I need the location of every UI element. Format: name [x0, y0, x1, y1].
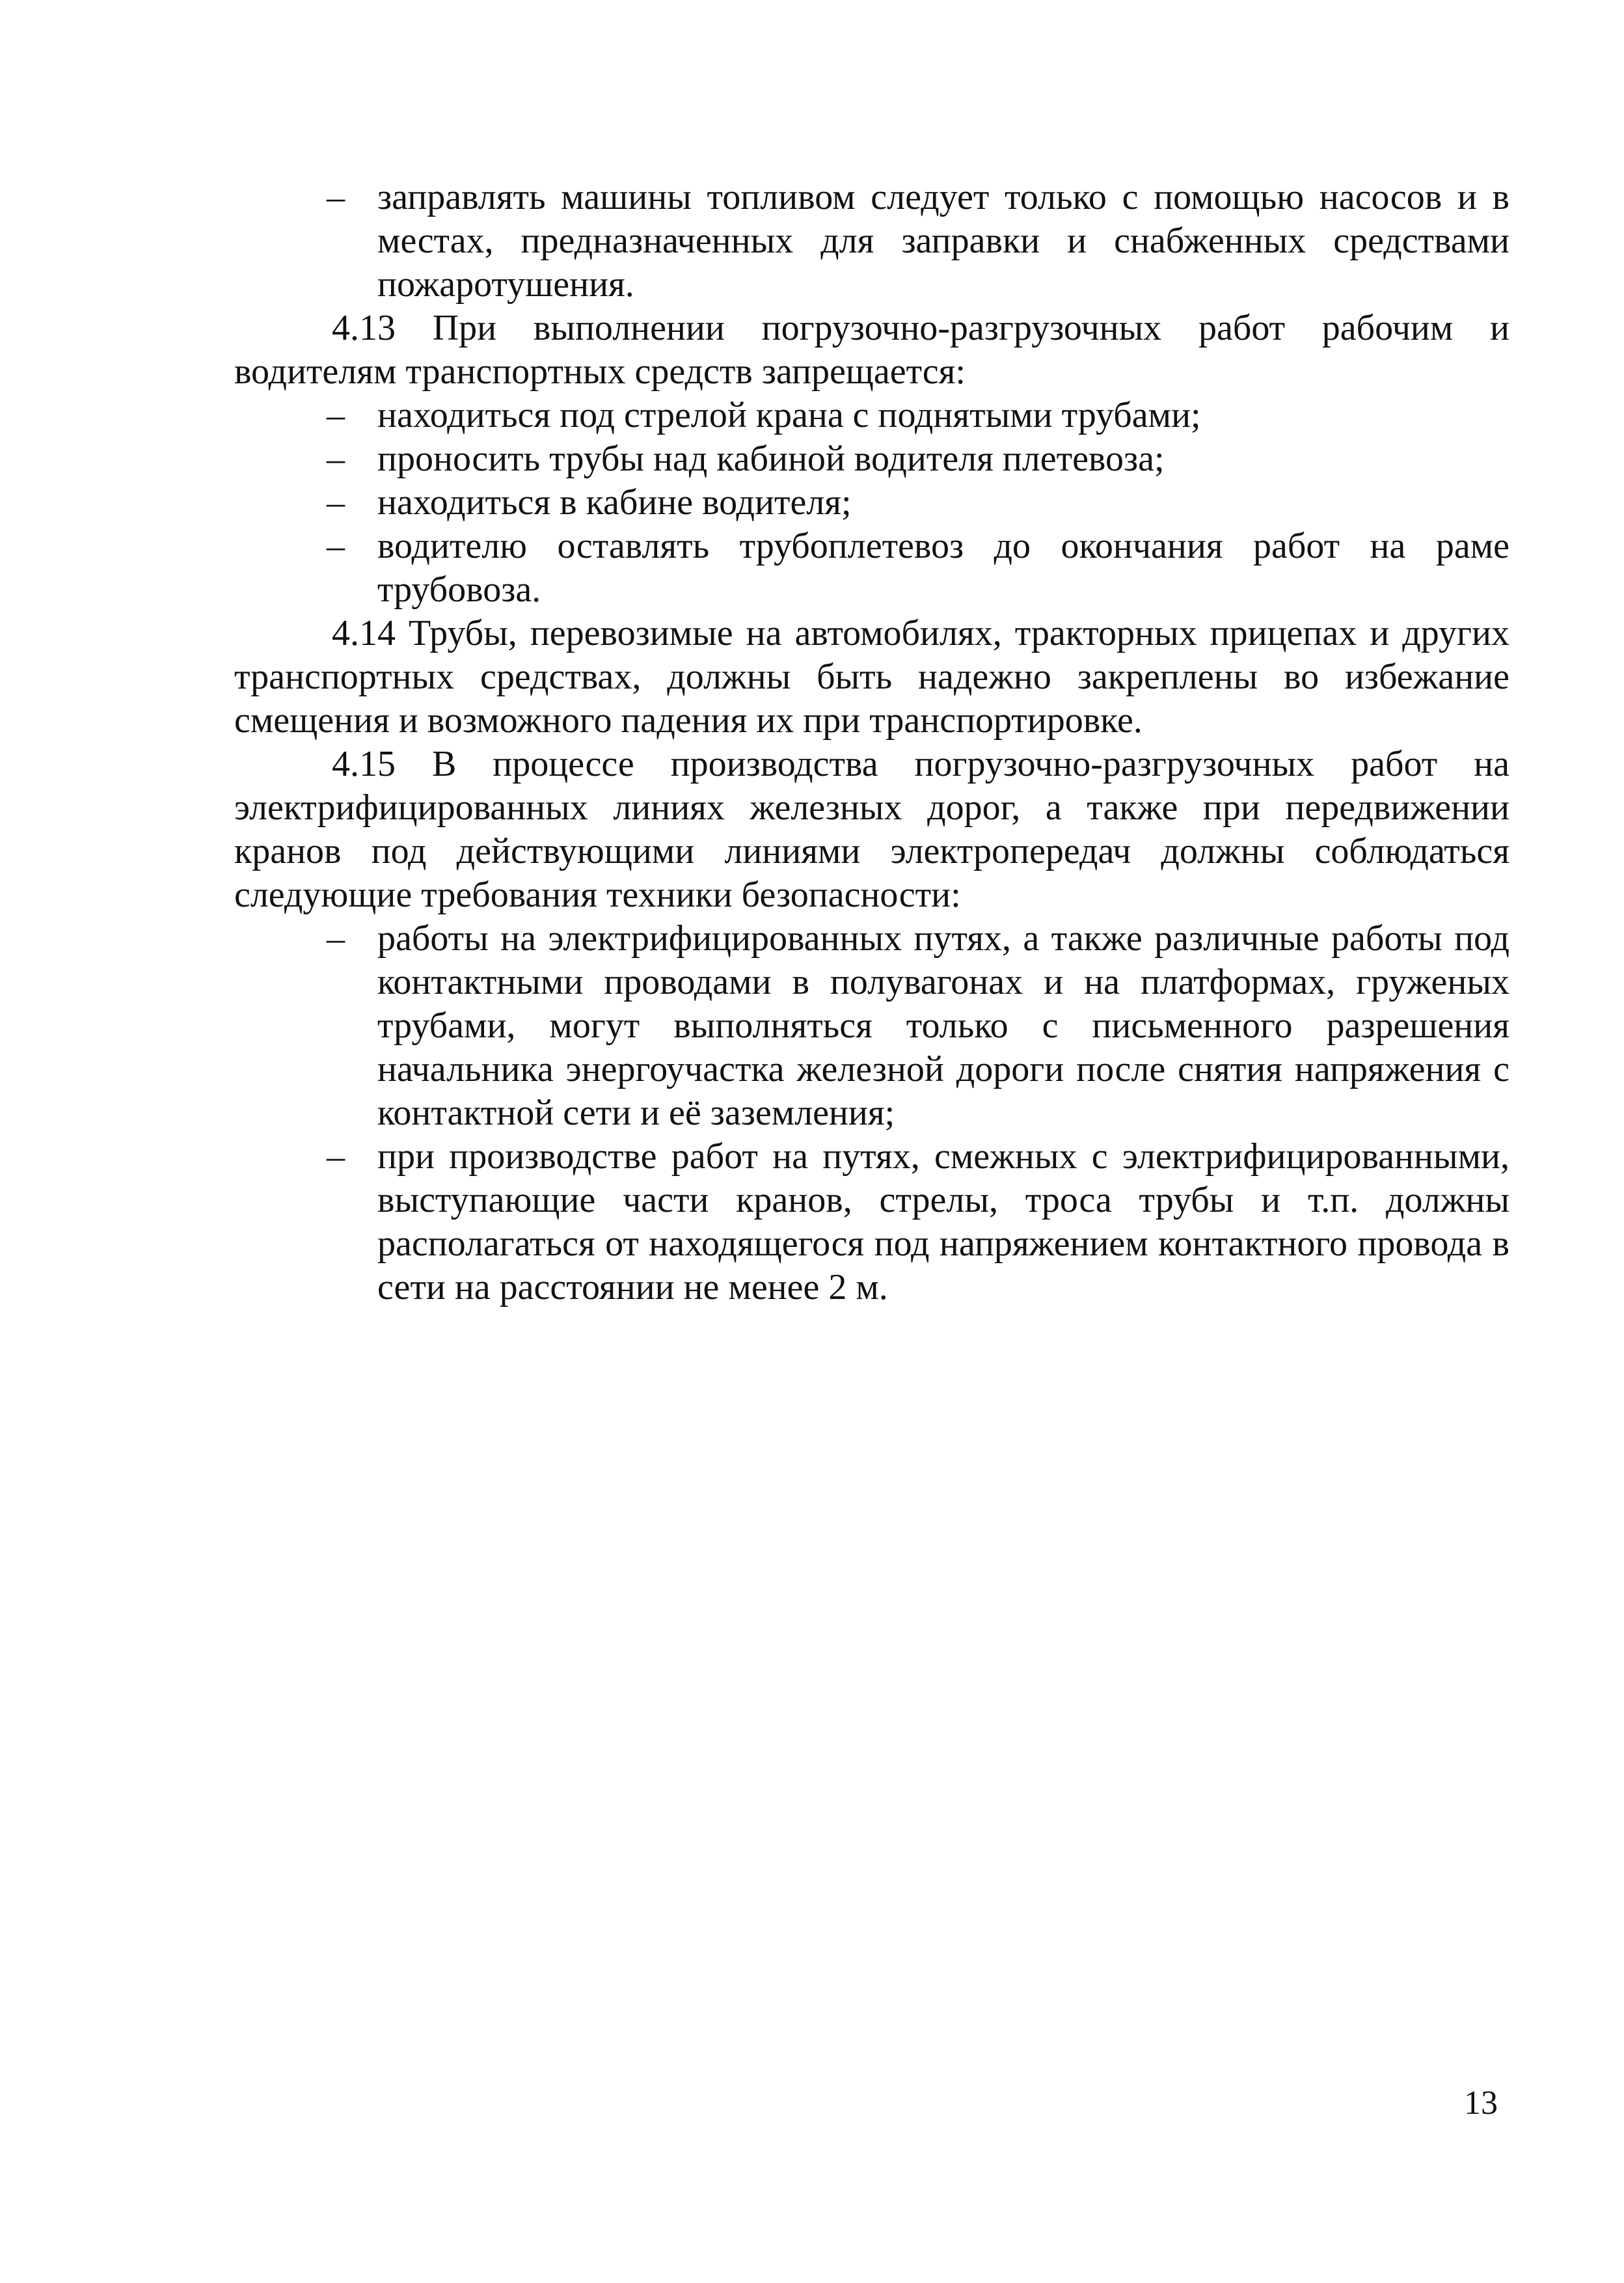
- list-item: – водителю оставлять трубоплетевоз до окончания работ на раме трубовоза.: [377, 525, 1509, 612]
- page-number: 13: [1464, 2085, 1498, 2122]
- list-item: – при производстве работ на путях, смежных с электрифицированными, выступающие части кранов, стрелы, троса трубы и т.п. должны располагаться от находящегося под напряжением контактного провода в сети на расстоянии не менее 2 м.: [377, 1135, 1509, 1309]
- section-4-15-list: [234, 917, 1509, 1309]
- fuel-rules-list: [234, 176, 1509, 307]
- section-4-14-paragraph: 4.14 Трубы, перевозимые на автомобилях, тракторных прицепах и других транспортных средствах, должны быть надежно закреплены во избежание смещения и возможного падения их при транспортировке.: [234, 613, 1509, 741]
- section-4-15-paragraph: 4.15 В процессе производства погрузочно-разгрузочных работ на электрифицированных линиях железных дорог, а также при передвижении кранов под действующими линиями электропередач должны соблюдаться следующие требования техники безопасности:: [234, 744, 1509, 915]
- section-4-13-list: [234, 394, 1509, 612]
- list-item: – проносить трубы над кабиной водителя плетевоза;: [377, 437, 1509, 481]
- document-body: [234, 176, 1509, 1309]
- list-item: – заправлять машины топливом следует только с помощью насосов и в местах, предназначенных для заправки и снабженных средствами пожаротушения.: [377, 176, 1509, 307]
- section-4-13-paragraph: 4.13 При выполнении погрузочно-разгрузочных работ рабочим и водителям транспортных средств запрещается:: [234, 308, 1509, 392]
- list-item: – работы на электрифицированных путях, а также различные работы под контактными проводами в полувагонах и на платформах, груженых трубами, могут выполняться только с письменного разрешения начальника энергоучастка железной дороги после снятия напряжения с контактной сети и её заземления;: [377, 917, 1509, 1135]
- list-item: – находиться под стрелой крана с поднятыми трубами;: [377, 394, 1509, 437]
- list-item: – находиться в кабине водителя;: [377, 481, 1509, 525]
